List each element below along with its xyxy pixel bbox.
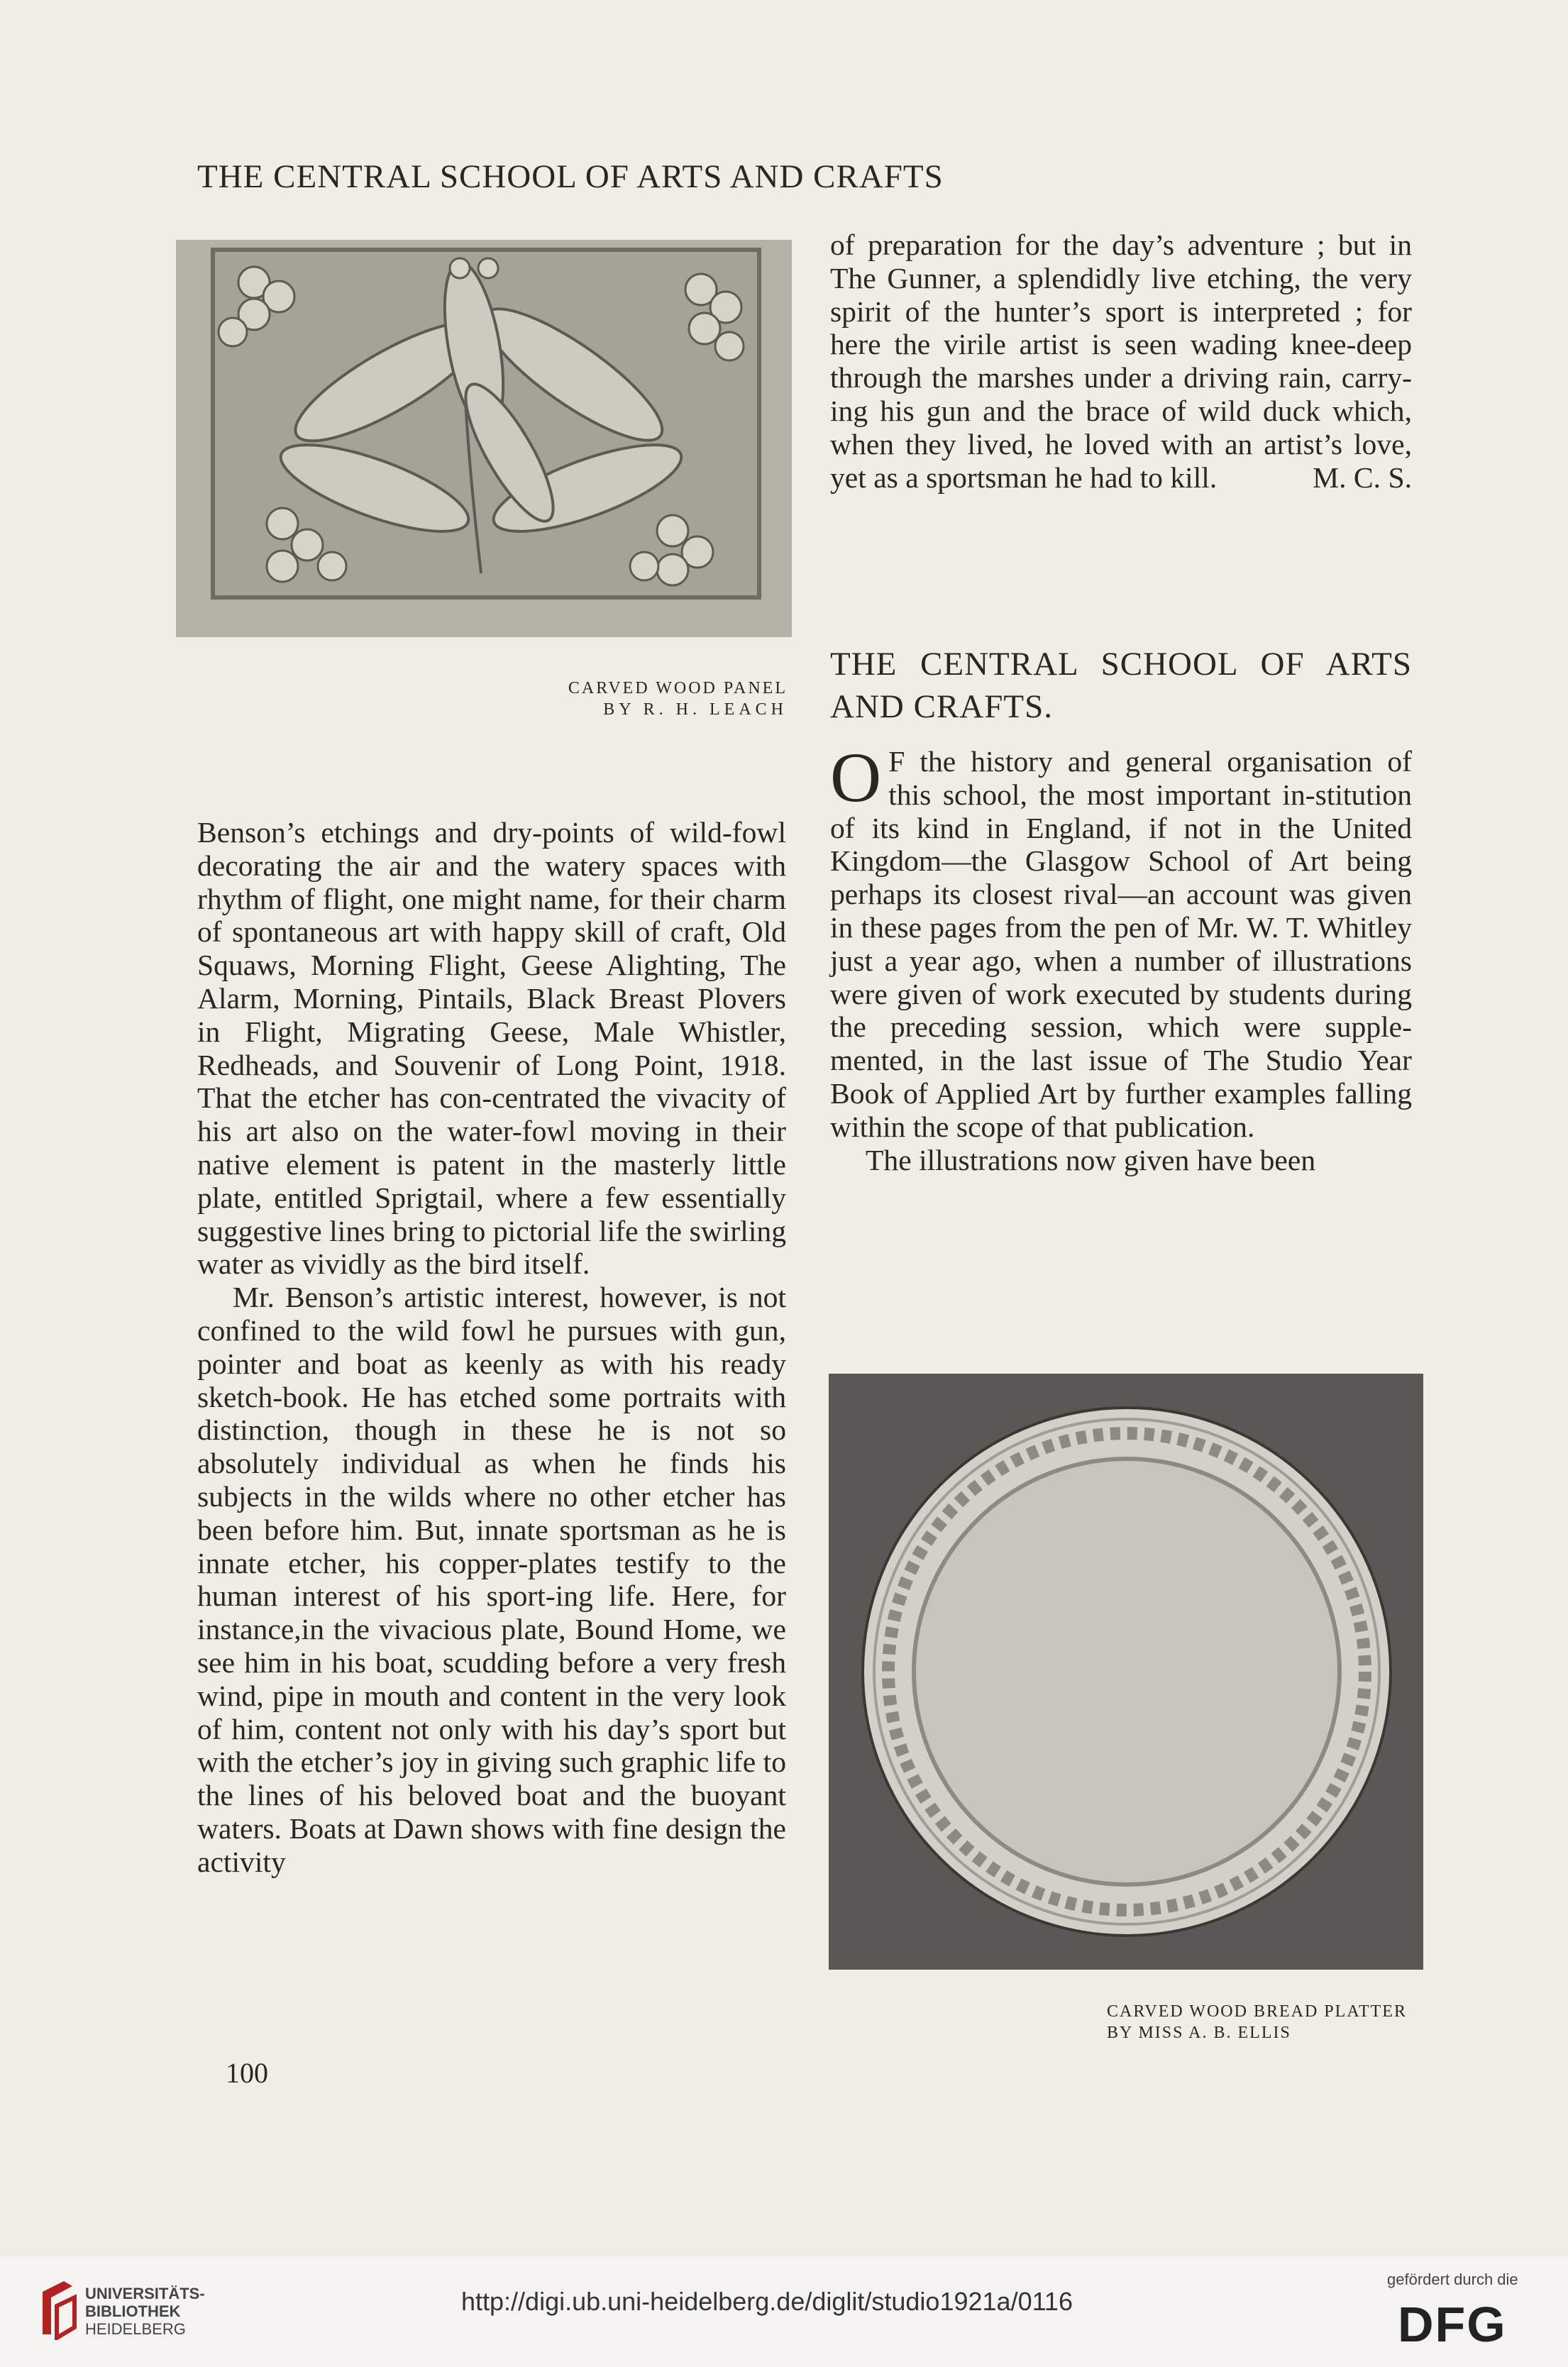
library-line1: UNIVERSITÄTS- <box>85 2285 205 2302</box>
signature: M. C. S. <box>1313 460 1412 494</box>
section-title-line1: THE CENTRAL SCHOOL OF ARTS <box>830 646 1412 683</box>
right-paragraph-3: The illustrations now given have been <box>866 1143 1316 1176</box>
right-paragraph-1-text: of preparation for the day’s adventure ; but in The Gunner, a splendidly live etching, the very spirit of the hunter’s sport is interpreted ; for here the virile artist is seen wading knee-deep through the marshes under a driving rain, carry-ing his gun and the brace of wild duck which, when they lived, he loved with an artist’s love, yet as a sportsman he had to kill. <box>830 228 1412 494</box>
running-head: THE CENTRAL SCHOOL OF ARTS AND CRAFTS <box>197 158 944 195</box>
funded-by-text: gefördert durch die <box>1387 2271 1518 2288</box>
source-url-link[interactable]: http://digi.ub.uni-heidelberg.de/diglit/studio1921a/0116 <box>461 2287 1073 2316</box>
figure1-caption-line2: BY R. H. LEACH <box>603 700 788 719</box>
figure2-caption <box>1107 2001 1433 2043</box>
figure1-caption-line1: CARVED WOOD PANEL <box>568 679 788 697</box>
figure2-caption-line2: BY MISS A. B. ELLIS <box>1107 2024 1291 2042</box>
left-column <box>197 816 786 1879</box>
dfg-logo: DFG <box>1398 2297 1507 2352</box>
bread-platter-illustration <box>829 1374 1423 1970</box>
left-paragraph-2: Mr. Benson’s artistic interest, however, is not confined to the wild fowl he pursues with gun, pointer and boat as keenly as with his ready sketch-book. He has etched some portraits with distinction, though in these he is not so absolutely individual as when he finds his subjects in the wilds where no other etcher has been before him. But, innate sportsman as he is innate etcher, his copper-plates testify to the human interest of his sport-ing life. Here, for instance,in the vivacious plate, Bound Home, we see him in his boat, scudding before a very fresh wind, pipe in mouth and content in the very look of him, content not only with his day’s sport but with the etcher’s joy in giving such graphic life to the lines of his beloved boat and the buoyant waters. Boats at Dawn shows with fine design the activity <box>197 1281 786 1878</box>
figure-carved-wood-panel <box>176 240 792 637</box>
footer-bar <box>0 2256 1568 2367</box>
right-column-body <box>830 738 1412 1176</box>
library-logo-icon <box>35 2278 79 2340</box>
figure-bread-platter <box>829 1374 1423 1970</box>
library-name <box>85 2285 205 2338</box>
library-line2: BIBLIOTHEK <box>85 2302 181 2320</box>
right-paragraph-1 <box>830 228 1412 494</box>
library-line3: HEIDELBERG <box>85 2320 186 2338</box>
figure1-caption <box>497 678 788 720</box>
carved-panel-illustration <box>176 240 792 637</box>
right-column-top <box>830 228 1412 494</box>
section-title-line2: AND CRAFTS. <box>830 688 1053 725</box>
right-paragraph-2-text: F the history and general organisation of this school, the most important in-stitution of its kind in England, if not in the United Kingdom—the Glasgow School of Art being perhaps its closest rival—an account was given in these pages from the pen of Mr. W. T. Whitley just a year ago, when a number of illustrations were given of work executed by students during the preceding session, which were supple-mented, in the last issue of The Studio Year Book of Applied Art by further examples falling within the scope of that publication. <box>830 745 1412 1143</box>
section-title <box>830 643 1412 728</box>
figure2-caption-line1: CARVED WOOD BREAD PLATTER <box>1107 2002 1407 2021</box>
right-paragraph-2 <box>830 738 1412 1144</box>
drop-cap: O <box>830 738 882 817</box>
left-paragraph-1: Benson’s etchings and dry-points of wild-fowl decorating the air and the watery spaces with rhythm of flight, one might name, for their charm of spontaneous art with happy skill of craft, Old Squaws, Morning Flight, Geese Alighting, The Alarm, Morning, Pintails, Black Breast Plovers in Flight, Migrating Geese, Male Whistler, Redheads, and Souvenir of Long Point, 1918. That the etcher has con-centrated the vivacity of his art also on the water-fowl moving in their native element is patent in the masterly little plate, entitled Sprigtail, where a few essentially suggestive lines bring to pictorial life the swirling water as vividly as the bird itself. <box>197 816 786 1281</box>
page-number: 100 <box>226 2057 268 2089</box>
